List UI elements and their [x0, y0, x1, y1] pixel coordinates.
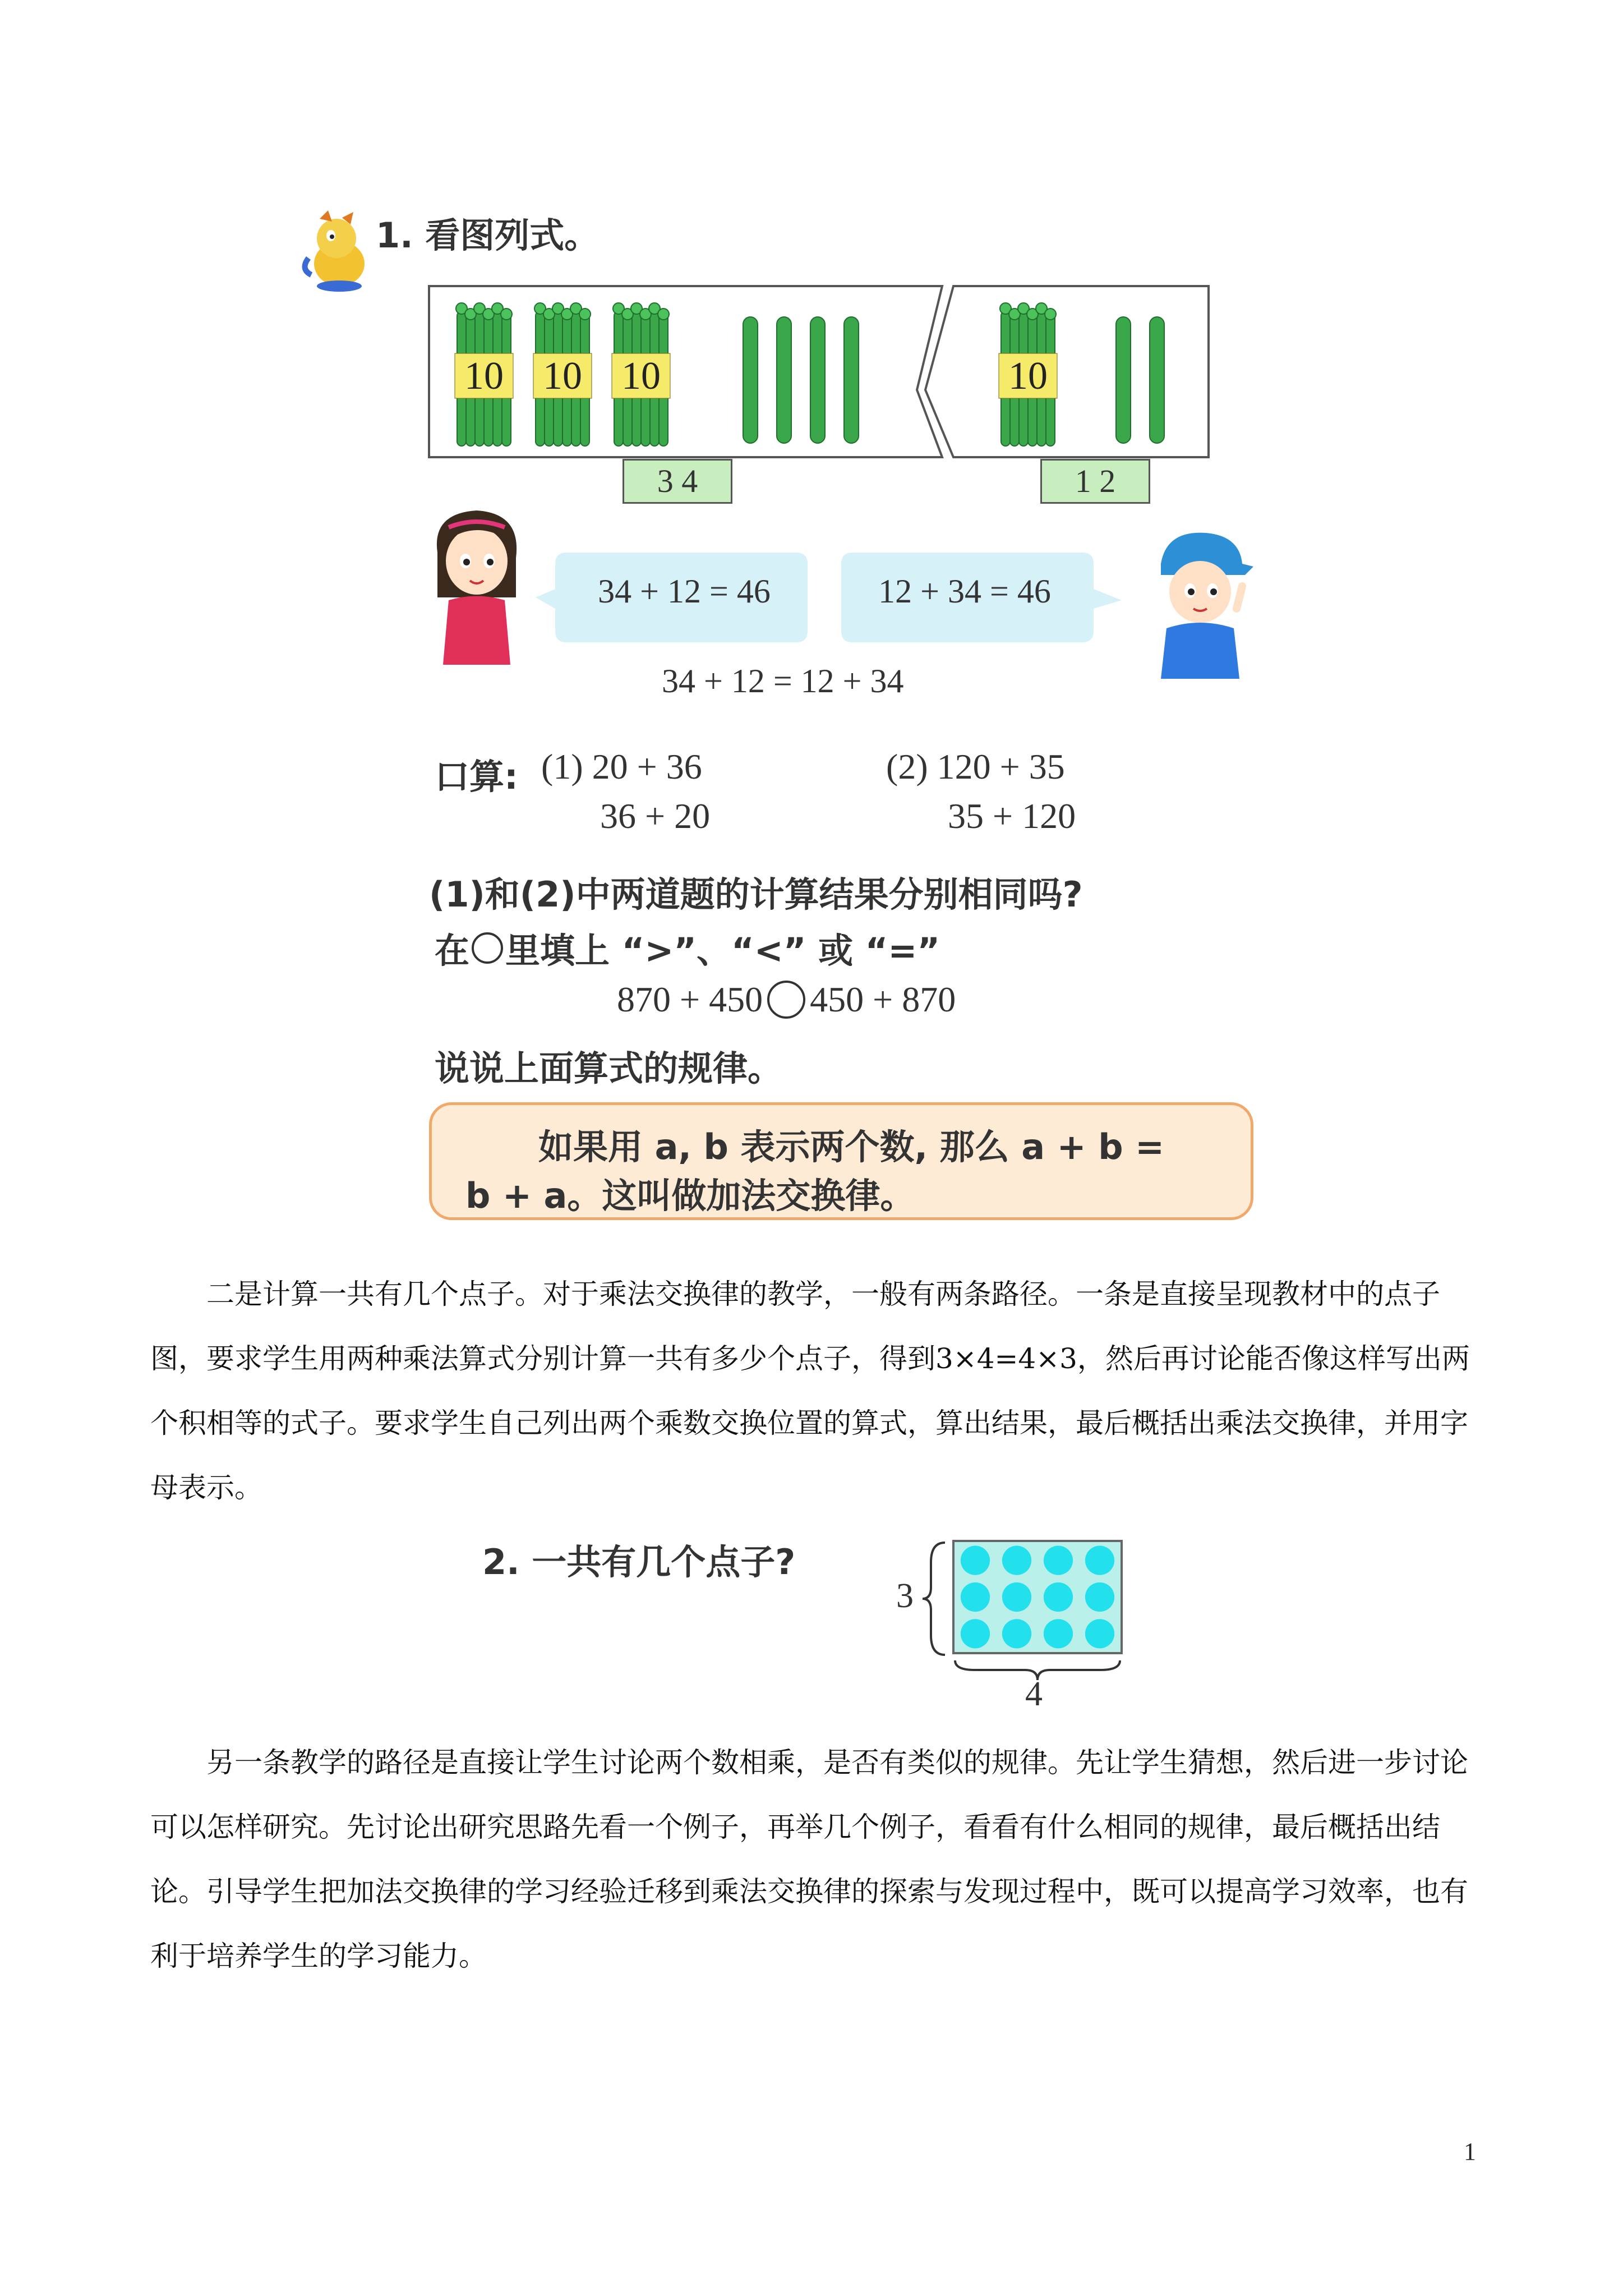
loose-stick-6	[1150, 317, 1164, 443]
oral-calc-1b: 36 + 20	[600, 796, 711, 836]
exercise-2-heading: 2. 一共有几个点子?	[482, 1542, 796, 1582]
loose-stick-2	[777, 317, 791, 443]
circle-placeholder-icon	[472, 932, 503, 964]
fill-instruction	[435, 923, 940, 973]
exercise-1-heading: 1. 看图列式。	[376, 215, 600, 256]
stick-bundle-3	[612, 303, 670, 446]
cols-label: 4	[1025, 1675, 1043, 1713]
compare-right: 450 + 870	[810, 979, 956, 1019]
compare-left: 870 + 450	[617, 979, 763, 1019]
loose-stick-3	[810, 317, 825, 443]
law-line-2: b + a。这叫做加法交换律。	[465, 1175, 915, 1216]
bundle-label: 10	[1008, 355, 1048, 398]
dot	[961, 1582, 990, 1612]
rows-label: 3	[896, 1577, 914, 1615]
boy-icon	[1144, 524, 1256, 682]
bundle-label: 10	[543, 355, 582, 398]
right-count-value: 1 2	[1075, 463, 1116, 499]
boy-speech-text: 12 + 34 = 46	[878, 573, 1051, 610]
oral-calc-2a: (2) 120 + 35	[886, 747, 1065, 786]
oral-calc-2b: 35 + 120	[948, 796, 1076, 836]
mascot-icon	[297, 208, 381, 297]
compare-circle[interactable]	[767, 981, 805, 1019]
dot	[1085, 1582, 1114, 1612]
bundle-label: 10	[464, 355, 504, 398]
dot	[1044, 1546, 1073, 1575]
dot	[1085, 1619, 1114, 1648]
right-count-box	[1040, 459, 1150, 504]
stick-bundle-4	[999, 303, 1057, 446]
compare-row	[617, 979, 956, 1020]
left-count-box	[623, 459, 732, 504]
girl-speech-text: 34 + 12 = 46	[598, 573, 771, 610]
dot	[1044, 1582, 1073, 1612]
dot	[1002, 1619, 1031, 1648]
paragraph-1: 二是计算一共有几个点子。对于乘法交换律的教学，一般有两条路径。一条是直接呈现教材中的点子图，要求学生用两种乘法算式分别计算一共有多少个点子，得到3×4=4×3，然后再讨论能否像这样写出两个积相等的式子。要求学生自己列出两个乘数交换位置的算式，算出结果，最后概括出乘法交换律，并用字母表示。	[150, 1278, 1470, 1504]
page-number: 1	[1464, 2138, 1476, 2165]
loose-stick-1	[743, 317, 758, 443]
loose-stick-5	[1116, 317, 1131, 443]
dot	[1002, 1582, 1031, 1612]
dot	[1044, 1619, 1073, 1648]
bundle-label: 10	[621, 355, 661, 398]
girl-icon	[426, 502, 527, 670]
dot-array	[952, 1540, 1123, 1654]
dot	[1002, 1546, 1031, 1575]
commutative-equation: 34 + 12 = 12 + 34	[662, 662, 904, 700]
right-frame	[925, 286, 1209, 457]
rows-brace-icon	[920, 1540, 948, 1658]
oral-calc-label: 口算:	[435, 756, 518, 797]
fill-suffix: 里填上 “>”、“<” 或 “=”	[505, 930, 940, 971]
dot	[961, 1546, 990, 1575]
addition-law-box	[429, 1102, 1253, 1220]
left-count-value: 3 4	[657, 463, 698, 499]
question-text: (1)和(2)中两道题的计算结果分别相同吗?	[429, 874, 1083, 915]
paragraph-2: 另一条教学的路径是直接让学生讨论两个数相乘，是否有类似的规律。先让学生猜想，然后进一步讨论可以怎样研究。先讨论出研究思路先看一个例子，再举几个例子，看看有什么相同的规律，最后概括出结论。引导学生把加法交换律的学习经验迁移到乘法交换律的探索与发现过程中，既可以提高学习效率，也有利于培养学生的学习能力。	[150, 1746, 1468, 1972]
oral-calc-1a: (1) 20 + 36	[541, 747, 702, 786]
stick-bundle-2	[533, 303, 592, 446]
rule-prompt: 说说上面算式的规律。	[435, 1048, 783, 1089]
law-line-1: 如果用 a, b 表示两个数, 那么 a + b =	[538, 1126, 1165, 1167]
stick-bundle-1	[455, 303, 513, 446]
fill-prefix: 在	[435, 930, 470, 971]
dot	[1085, 1546, 1114, 1575]
loose-stick-4	[844, 317, 859, 443]
dot	[961, 1619, 990, 1648]
